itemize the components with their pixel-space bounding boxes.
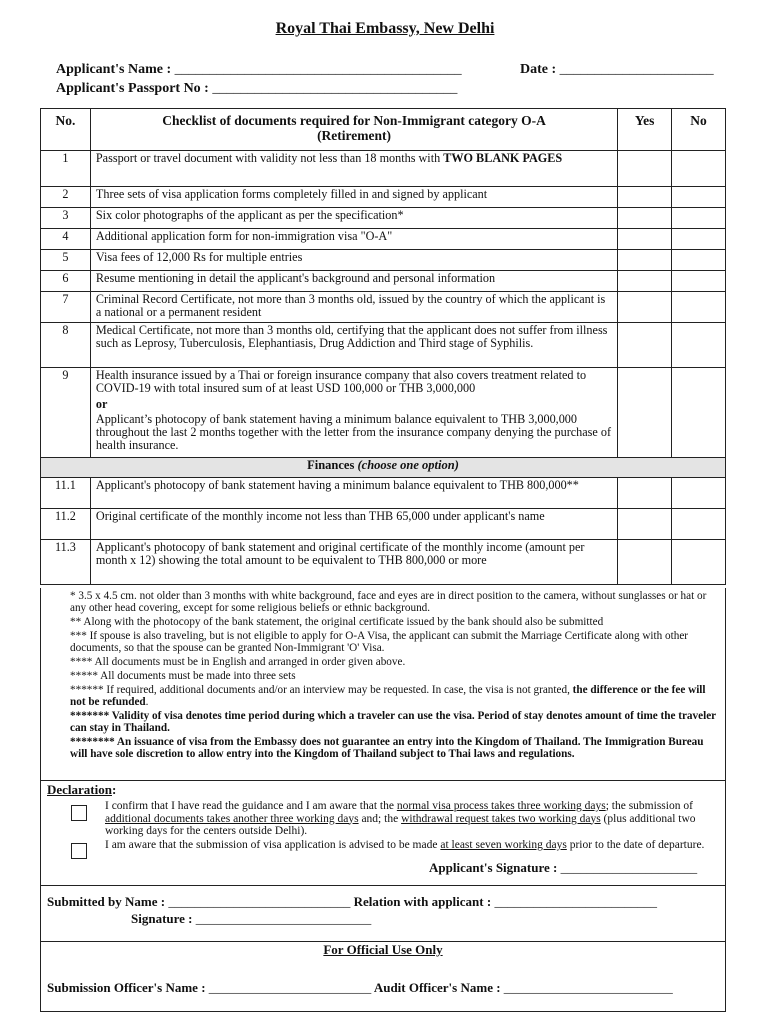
applicant-name-field[interactable]: _________________________________________ [174, 62, 462, 77]
row-text: Criminal Record Certificate, not more than 3 months old, issued by the country of which the applicant is a national or a permanent resident [90, 292, 617, 323]
yes-cell[interactable] [618, 229, 672, 250]
checklist-header-row [41, 109, 726, 151]
submitted-name-label: Submitted by Name : [47, 894, 166, 909]
passport-line[interactable] [56, 81, 457, 97]
col-checklist-header: Checklist of documents required for Non-Immigrant category O-A (Retirement) [90, 109, 617, 151]
row9-or: or [95, 397, 108, 411]
row-number: 11.2 [41, 509, 91, 540]
applicant-name-label: Applicant's Name : [56, 62, 172, 77]
row-number: 3 [41, 208, 91, 229]
yes-cell[interactable] [618, 292, 672, 323]
no-cell[interactable] [672, 229, 726, 250]
date-line[interactable] [520, 62, 714, 78]
table-row [41, 323, 726, 368]
row-number: 11.1 [41, 478, 91, 509]
no-cell[interactable] [672, 509, 726, 540]
table-row [41, 540, 726, 585]
applicant-signature-field[interactable]: _____________________ [560, 860, 698, 875]
declaration-section [40, 781, 726, 886]
row-number: 1 [41, 151, 91, 187]
no-cell[interactable] [672, 323, 726, 368]
officer-names-line[interactable] [47, 980, 673, 996]
yes-cell[interactable] [618, 478, 672, 509]
submission-officer-field[interactable]: _________________________ [208, 980, 372, 995]
no-cell[interactable] [672, 208, 726, 229]
row-text: Original certificate of the monthly income not less than THB 65,000 under applicant's name [90, 509, 617, 540]
submitter-signature-line[interactable] [131, 911, 371, 927]
yes-cell[interactable] [618, 151, 672, 187]
table-row [41, 368, 726, 458]
col-no-header: No. [41, 109, 91, 151]
submitter-signature-label: Signature : [131, 911, 193, 926]
applicant-signature-line[interactable] [429, 862, 697, 875]
page-title: Royal Thai Embassy, New Delhi [275, 20, 495, 37]
note-7: ******* Validity of visa denotes time period during which a traveler can use the visa. Period of stay denotes amount of time the traveler can stay in Thailand. [70, 709, 716, 734]
row-text: Three sets of visa application forms completely filled in and signed by applicant [90, 187, 617, 208]
row-number: 7 [41, 292, 91, 323]
declaration-checkbox-2[interactable] [71, 843, 87, 859]
yes-cell[interactable] [618, 540, 672, 585]
submitted-name-field[interactable]: ____________________________ [168, 894, 351, 909]
no-cell[interactable] [672, 292, 726, 323]
no-cell[interactable] [672, 368, 726, 458]
date-label: Date : [520, 62, 557, 77]
no-cell[interactable] [672, 250, 726, 271]
table-row [41, 292, 726, 323]
finances-heading: Finances (choose one option) [41, 458, 726, 478]
yes-cell[interactable] [618, 250, 672, 271]
declaration-heading: Declaration: [47, 782, 117, 797]
yes-cell[interactable] [618, 187, 672, 208]
no-cell[interactable] [672, 540, 726, 585]
table-row [41, 208, 726, 229]
row-text [90, 368, 617, 458]
declaration-checkbox-1[interactable] [71, 805, 87, 821]
row9-bank-text: Applicant’s photocopy of bank statement having a minimum balance equivalent to THB 3,000,000 throughout the last 2 months together with the letter from the insurance company denying the purchase of health insurance. [95, 412, 612, 452]
audit-officer-field[interactable]: __________________________ [503, 980, 673, 995]
declaration-text-1: I confirm that I have read the guidance and I am aware that the normal visa process takes three working days; the submission of additional documents takes another three working days and; the withdrawal request takes two working days (plus additional two working days for the centers outside Delhi). [105, 800, 696, 837]
table-row [41, 509, 726, 540]
row-text: Passport or travel document with validity not less than 18 months with TWO BLANK PAGES [90, 151, 617, 187]
checklist-table [40, 108, 726, 585]
note-4: **** All documents must be in English and arranged in order given above. [70, 655, 406, 668]
yes-cell[interactable] [618, 323, 672, 368]
row-number: 2 [41, 187, 91, 208]
declaration-text-2: I am aware that the submission of visa application is advised to be made at least seven working days prior to the date of departure. [105, 839, 705, 851]
relation-label: Relation with applicant : [353, 894, 492, 909]
row-text: Resume mentioning in detail the applicant's background and personal information [90, 271, 617, 292]
table-row [41, 250, 726, 271]
row-text: Medical Certificate, not more than 3 months old, certifying that the applicant does not suffer from illness such as Leprosy, Tuberculosis, Elephantiasis, Drug Addiction and Third stage of Syphilis. [90, 323, 617, 368]
note-3: *** If spouse is also traveling, but is not eligible to apply for O-A Visa, the applicant can submit the Marriage Certificate along with other documents, so that the spouse can be granted Non-Immigrant 'O' Visa. [70, 629, 689, 655]
date-field[interactable]: ______________________ [559, 62, 714, 77]
note-2: ** Along with the photocopy of the bank statement, the original certificate issued by the bank should also be submitted [70, 616, 604, 629]
row-text: Applicant's photocopy of bank statement and original certificate of the monthly income (amount per month x 12) showing the total amount to be equivalent to THB 800,000 or more [90, 540, 617, 585]
yes-cell[interactable] [618, 368, 672, 458]
row-number: 4 [41, 229, 91, 250]
row-text: Applicant's photocopy of bank statement having a minimum balance equivalent to THB 800,000** [90, 478, 617, 509]
official-use-section [40, 942, 726, 1012]
footnotes [40, 588, 726, 781]
official-use-heading: For Official Use Only [323, 942, 443, 957]
row-text: Additional application form for non-immigration visa "O-A" [90, 229, 617, 250]
submission-officer-label: Submission Officer's Name : [47, 980, 206, 995]
audit-officer-label: Audit Officer's Name : [373, 980, 501, 995]
applicant-name-line[interactable] [56, 62, 462, 78]
no-cell[interactable] [672, 271, 726, 292]
yes-cell[interactable] [618, 509, 672, 540]
submitter-signature-field[interactable]: ___________________________ [195, 911, 372, 926]
row-number: 9 [41, 368, 91, 458]
row-number: 8 [41, 323, 91, 368]
row-number: 6 [41, 271, 91, 292]
table-row [41, 229, 726, 250]
yes-cell[interactable] [618, 271, 672, 292]
finances-row [41, 458, 726, 478]
row-number: 5 [41, 250, 91, 271]
applicant-signature-label: Applicant's Signature : [429, 860, 558, 875]
yes-cell[interactable] [618, 208, 672, 229]
passport-field[interactable]: ___________________________________ [212, 81, 458, 96]
note-1: * 3.5 x 4.5 cm. not older than 3 months with white background, face and eyes are in direct position to the camera, without sunglasses or hat or any other head covering, except for some religious beliefs or ethnic background. [70, 590, 707, 615]
col-yes-header: Yes [618, 109, 672, 151]
table-row [41, 271, 726, 292]
note-5: ***** All documents must be made into three sets [70, 669, 296, 682]
no-cell[interactable] [672, 187, 726, 208]
table-row [41, 151, 726, 187]
submitted-by-section [40, 886, 726, 942]
no-cell[interactable] [672, 478, 726, 509]
row-text: Visa fees of 12,000 Rs for multiple entries [90, 250, 617, 271]
table-row [41, 478, 726, 509]
note-8: ******** An issuance of visa from the Embassy does not guarantee an entry into the Kingdom of Thailand. The Immigration Bureau will have sole discretion to allow entry into the Kingdom of Thailand subject to Thai laws and regulations. [70, 735, 704, 761]
no-cell[interactable] [672, 151, 726, 187]
passport-label: Applicant's Passport No : [56, 81, 209, 96]
row-text: Six color photographs of the applicant as per the specification* [90, 208, 617, 229]
col-no2-header: No [672, 109, 726, 151]
row-number: 11.3 [41, 540, 91, 585]
relation-field[interactable]: _________________________ [494, 894, 657, 909]
note-6: ****** If required, additional documents and/or an interview may be requested. In case, the visa is not granted, the difference or the fee will not be refunded. [70, 683, 706, 708]
row9-insurance-text: Health insurance issued by a Thai or foreign insurance company that also covers treatment related to COVID-19 with total insured sum of at least USD 100,000 or THB 3,000,000 [95, 368, 587, 395]
submitted-by-line[interactable] [47, 894, 657, 910]
table-row [41, 187, 726, 208]
